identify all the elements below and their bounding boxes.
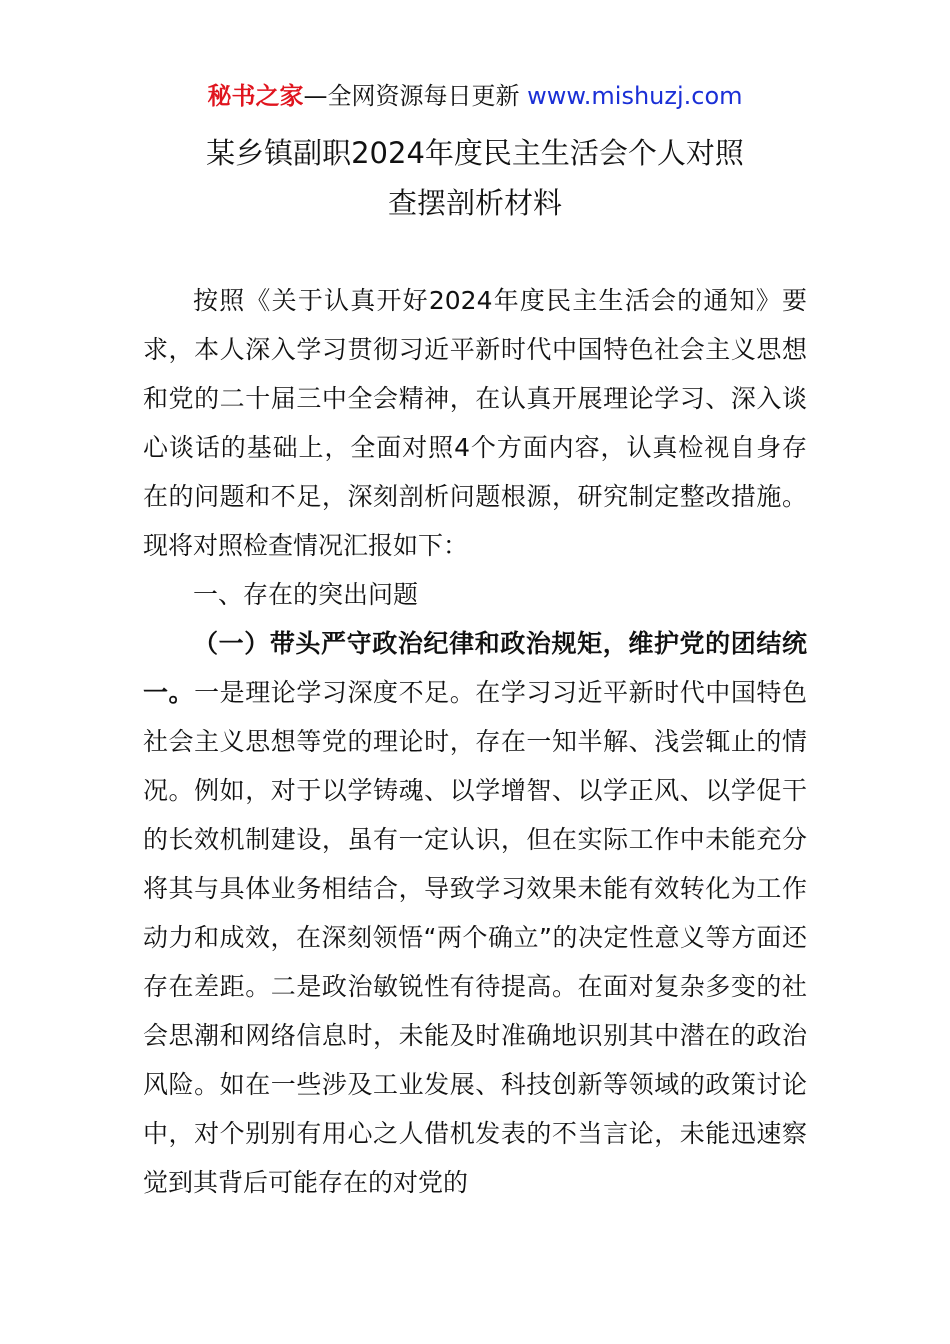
site-tagline: —全网资源每日更新 — [303, 82, 520, 110]
site-brand: 秘书之家 — [207, 82, 304, 110]
subsection-body: 一是理论学习深度不足。在学习习近平新时代中国特色社会主义思想等党的理论时，存在一知半解、浅尝辄止的情况。例如，对于以学铸魂、以学增智、以学正风、以学促干的长效机制建设，虽有一定认识，但在实际工作中未能充分将其与具体业务相结合，导致学习效果未能有效转化为工作动力和成效，在深刻领悟“两个确立”的决定性意义等方面还存在差距。二是政治敏锐性有待提高。在面对复杂多变的社会思潮和网络信息时，未能及时准确地识别其中潜在的政治风险。如在一些涉及工业发展、科技创新等领域的政策讨论中，对个别别有用心之人借机发表的不当言论，未能迅速察觉到其背后可能存在的对党的 — [143, 678, 807, 1197]
subsection-paragraph — [143, 619, 807, 1207]
subsection-heading: （一）带头严守政治纪律和政治规矩，维护党的团结统一。 — [143, 629, 807, 707]
title-line-2: 查摆剖析材料 — [387, 186, 562, 220]
document-title — [0, 128, 950, 228]
section-heading: 一、存在的突出问题 — [193, 580, 419, 609]
intro-paragraph: 按照《关于认真开好2024年度民主生活会的通知》要求，本人深入学习贯彻习近平新时代中国特色社会主义思想和党的二十届三中全会精神，在认真开展理论学习、深入谈心谈话的基础上，全面对照4个方面内容，认真检视自身存在的问题和不足，深刻剖析问题根源，研究制定整改措施。现将对照检查情况汇报如下： — [143, 286, 807, 560]
title-line-1: 某乡镇副职2024年度民主生活会个人对照 — [206, 136, 744, 170]
site-url-link[interactable]: www.mishuzj.com — [527, 82, 743, 110]
document-body — [143, 276, 807, 1207]
site-header — [0, 80, 950, 112]
